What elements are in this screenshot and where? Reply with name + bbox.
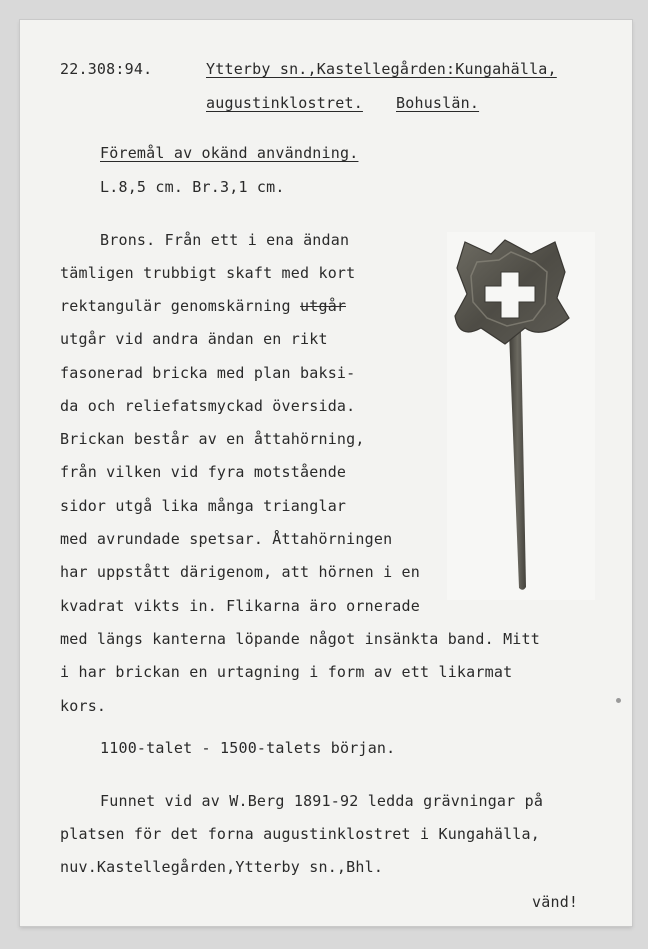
object-photo [447, 232, 595, 600]
bronze-object-image [447, 232, 595, 600]
description-line: Brons. Från ett i ena ändan [100, 231, 350, 249]
description-line: i har brickan en urtagning i form av ett likarmat [60, 663, 513, 681]
card-mark [616, 698, 621, 703]
struck-word: utgår [300, 297, 347, 315]
catalog-number: 22.308:94. [60, 60, 153, 78]
description-line: da och reliefatsmyckad översida. [60, 397, 356, 415]
description-line: med avrundade spetsar. Åttahörningen [60, 530, 393, 548]
description-line: utgår vid andra ändan en rikt [60, 330, 328, 348]
description-line: fasonerad bricka med plan baksi- [60, 364, 356, 382]
province: Bohuslän. [396, 94, 480, 112]
turn-over-note: vänd! [532, 893, 579, 911]
description-line: kors. [60, 697, 107, 715]
description-line [60, 297, 346, 315]
find-line: Funnet vid av W.Berg 1891-92 ledda grävningar på [100, 792, 544, 810]
find-line: platsen för det forna augustinklostret i Kungahälla, [60, 825, 540, 843]
description-line: kvadrat vikts in. Flikarna äro ornerade [60, 597, 420, 615]
description-line: med längs kanterna löpande något insänkta band. Mitt [60, 630, 540, 648]
location-line-1: Ytterby sn.,Kastellegården:Kungahälla, [206, 60, 557, 78]
dating: 1100-talet - 1500-talets början. [100, 739, 396, 757]
find-line: nuv.Kastellegården,Ytterby sn.,Bhl. [60, 858, 384, 876]
description-line: sidor utgå lika många trianglar [60, 497, 347, 515]
location-line-2: augustinklostret. [206, 94, 363, 112]
description-line: tämligen trubbigt skaft med kort [60, 264, 356, 282]
catalog-card [20, 20, 632, 926]
description-line: från vilken vid fyra motstående [60, 463, 347, 481]
description-line: har uppstått därigenom, att hörnen i en [60, 563, 420, 581]
dimensions: L.8,5 cm. Br.3,1 cm. [100, 178, 285, 196]
object-title: Föremål av okänd användning. [100, 144, 359, 162]
description-text: rektangulär genomskärning [60, 297, 300, 315]
description-line: Brickan består av en åttahörning, [60, 430, 365, 448]
